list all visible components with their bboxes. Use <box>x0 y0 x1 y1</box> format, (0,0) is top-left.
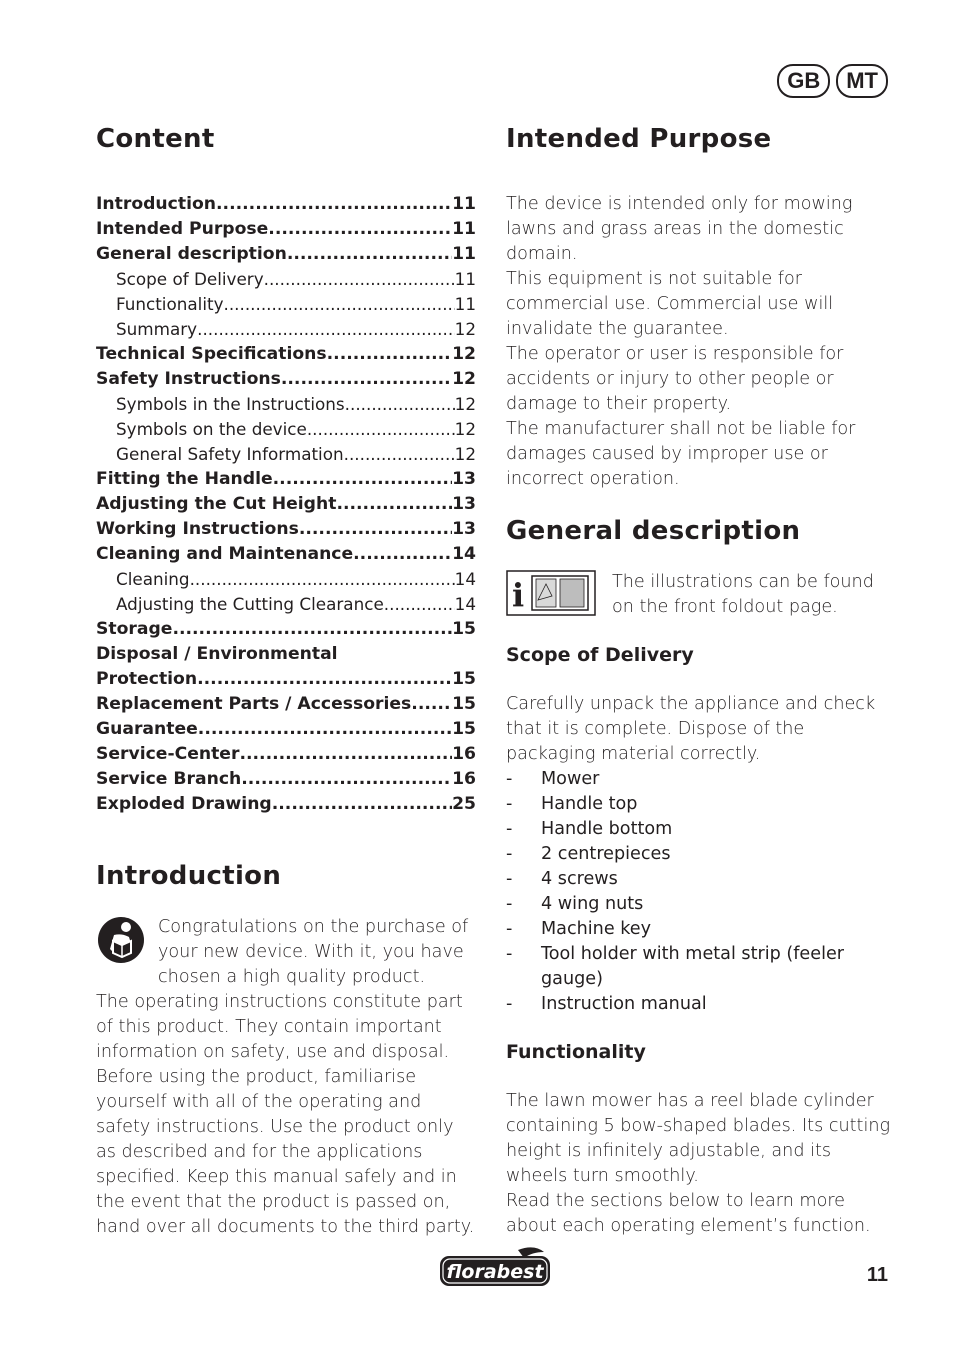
intro-notice-text: Congratulations on the purchase of your new device. With it, you have chosen a high quality product. <box>158 917 469 987</box>
toc-leader-dots <box>345 392 455 417</box>
intended-purpose-p1: The device is intended only for mowing lawns and grass areas in the domestic domain. <box>506 194 853 264</box>
toc-entry-label: Technical Specifications <box>96 344 327 364</box>
toc-entry <box>96 217 476 242</box>
introduction-heading: Introduction <box>96 861 282 891</box>
general-description-heading: General description <box>506 516 801 546</box>
toc-entry <box>96 192 476 217</box>
read-manual-icon <box>96 915 146 990</box>
toc-leader-dots <box>344 442 455 467</box>
toc-entry-page: 12 <box>454 444 476 464</box>
toc-entry <box>96 692 476 717</box>
toc-entry <box>96 567 476 592</box>
toc-leader-dots <box>264 267 455 292</box>
foldout-notice-text: The illustrations can be found on the front foldout page. <box>612 572 874 617</box>
toc-entry-page: 11 <box>454 294 476 314</box>
toc-leader-dots <box>190 567 455 592</box>
toc-entry-label: Working Instructions <box>96 519 299 539</box>
toc-entry-page: 16 <box>452 769 476 789</box>
toc-entry-page: 12 <box>452 369 476 389</box>
toc-entry-label: Disposal / Environmental <box>96 644 338 664</box>
toc-entry-page: 11 <box>454 269 476 289</box>
toc-leader-dots <box>224 292 455 317</box>
toc-entry-label: Guarantee <box>96 719 198 739</box>
toc-entry <box>96 292 476 317</box>
toc-entry <box>96 492 476 517</box>
toc-entry-label: Scope of Delivery <box>116 269 264 289</box>
toc-entry-label: Introduction <box>96 194 217 214</box>
toc-entry-page: 15 <box>452 694 476 714</box>
toc-entry <box>96 742 476 767</box>
intro-notice <box>96 915 476 990</box>
toc-entry-label: Service-Center <box>96 744 240 764</box>
list-item: - Instruction manual <box>506 992 896 1017</box>
toc-leader-dots <box>216 192 452 217</box>
foldout-notice <box>506 570 896 620</box>
list-item: - 2 centrepieces <box>506 842 896 867</box>
list-item: - Handle top <box>506 792 896 817</box>
toc-entry-page: 12 <box>452 344 476 364</box>
toc-leader-dots <box>299 517 452 542</box>
intended-purpose-heading: Intended Purpose <box>506 124 772 154</box>
toc-entry <box>96 592 476 617</box>
toc-entry-page: 11 <box>452 219 476 239</box>
toc-leader-dots <box>197 317 455 342</box>
toc-entry-label: Adjusting the Cut Height <box>96 494 337 514</box>
toc-leader-dots <box>239 742 452 767</box>
list-item: - Tool holder with metal strip (feeler gauge) <box>506 942 896 992</box>
toc-leader-dots <box>198 717 452 742</box>
scope-list <box>506 767 896 1017</box>
svg-text:i: i <box>512 576 525 614</box>
toc-entry-page: 11 <box>452 194 476 214</box>
toc-entry <box>96 792 476 817</box>
toc-entry-label: Functionality <box>116 294 224 314</box>
toc-entry-label: Intended Purpose <box>96 219 269 239</box>
toc-entry <box>96 517 476 542</box>
list-item: - Handle bottom <box>506 817 896 842</box>
toc-entry <box>96 717 476 742</box>
toc-entry-label: Cleaning <box>116 569 190 589</box>
toc-entry <box>96 667 476 692</box>
toc-entry-label: Summary <box>116 319 198 339</box>
toc-entry-label: Exploded Drawing <box>96 794 272 814</box>
intended-purpose-p4: The manufacturer shall not be liable for damages caused by improper use or incorrect operation. <box>506 419 856 489</box>
toc-leader-dots <box>268 217 452 242</box>
toc-entry <box>96 642 476 667</box>
info-foldout-icon <box>506 570 596 620</box>
toc-entry-label: General description <box>96 244 287 264</box>
page-number: 11 <box>866 1264 888 1286</box>
toc-entry-page: 14 <box>452 544 476 564</box>
list-item: - 4 screws <box>506 867 896 892</box>
lang-badge-mt: MT <box>836 64 888 98</box>
scope-heading: Scope of Delivery <box>506 644 694 666</box>
toc-entry-page: 15 <box>452 619 476 639</box>
toc-entry-label: Protection <box>96 669 198 689</box>
toc-leader-dots <box>336 492 452 517</box>
toc-leader-dots <box>384 592 455 617</box>
toc-entry <box>96 417 476 442</box>
toc-entry <box>96 367 476 392</box>
toc-entry <box>96 767 476 792</box>
brand-logo-text: florabest <box>446 1261 544 1283</box>
toc-entry-page: 13 <box>452 519 476 539</box>
toc-entry-label: Symbols in the Instructions <box>116 394 345 414</box>
toc-entry <box>96 267 476 292</box>
toc-entry-label: Replacement Parts / Accessories <box>96 694 412 714</box>
left-column <box>96 124 476 1240</box>
toc-leader-dots <box>272 792 452 817</box>
toc-entry-page: 15 <box>452 669 476 689</box>
toc-entry-page: 16 <box>452 744 476 764</box>
lang-badge-gb: GB <box>777 64 830 98</box>
toc-entry-label: Cleaning and Maintenance <box>96 544 354 564</box>
toc-leader-dots <box>411 692 452 717</box>
toc-entry-page: 12 <box>454 319 476 339</box>
list-item: - 4 wing nuts <box>506 892 896 917</box>
toc-entry-label: Storage <box>96 619 173 639</box>
intended-purpose-body <box>506 192 896 492</box>
functionality-heading: Functionality <box>506 1041 646 1063</box>
content-heading: Content <box>96 124 215 154</box>
toc-entry <box>96 467 476 492</box>
toc-entry-page: 12 <box>454 419 476 439</box>
scope-intro: Carefully unpack the appliance and check that it is complete. Dispose of the packaging material correctly. <box>506 694 876 764</box>
toc-leader-dots <box>241 767 452 792</box>
toc-leader-dots <box>327 342 452 367</box>
toc-leader-dots <box>273 467 452 492</box>
list-item: - Mower <box>506 767 896 792</box>
toc-entry <box>96 392 476 417</box>
toc-entry-label: General Safety Information <box>116 444 344 464</box>
functionality-p2: Read the sections below to learn more about each operating element’s function. <box>506 1191 871 1236</box>
toc-leader-dots <box>307 417 455 442</box>
toc-leader-dots <box>287 242 452 267</box>
toc-entry <box>96 342 476 367</box>
toc-entry-page: 14 <box>454 569 476 589</box>
toc-entry <box>96 542 476 567</box>
intended-purpose-p2: This equipment is not suitable for commercial use. Commercial use will invalidate the guarantee. <box>506 269 834 339</box>
functionality-body <box>506 1089 896 1239</box>
intro-body: The operating instructions constitute part of this product. They contain important information on safety, use and disposal. Before using the product, familiarise yourself with all of the operating and safety instructions. Use the product only as described and for the applications specified. Keep this manual safely and in the event that the product is passed on, hand over all documents to the third party. <box>96 992 475 1237</box>
toc-entry-page: 13 <box>452 494 476 514</box>
toc-entry-label: Service Branch <box>96 769 242 789</box>
toc-entry-page: 11 <box>452 244 476 264</box>
list-item: - Machine key <box>506 917 896 942</box>
toc-entry-label: Adjusting the Cutting Clearance <box>116 594 384 614</box>
toc-leader-dots <box>197 667 452 692</box>
language-badges <box>777 64 888 98</box>
toc-entry-page: 15 <box>452 719 476 739</box>
toc-entry <box>96 317 476 342</box>
intended-purpose-p3: The operator or user is responsible for accidents or injury to other people or damage to their property. <box>506 344 844 414</box>
toc-entry <box>96 617 476 642</box>
toc-entry-label: Safety Instructions <box>96 369 281 389</box>
brand-logo <box>438 1246 552 1294</box>
toc-entry-page: 14 <box>454 594 476 614</box>
toc-leader-dots <box>338 642 476 667</box>
table-of-contents <box>96 192 476 817</box>
toc-entry-label: Fitting the Handle <box>96 469 273 489</box>
toc-entry-page: 25 <box>452 794 476 814</box>
right-column <box>506 124 896 1239</box>
toc-entry-page: 13 <box>452 469 476 489</box>
toc-leader-dots <box>172 617 452 642</box>
toc-entry <box>96 242 476 267</box>
toc-entry <box>96 442 476 467</box>
toc-leader-dots <box>281 367 452 392</box>
toc-entry-page: 12 <box>454 394 476 414</box>
toc-entry-label: Symbols on the device <box>116 419 307 439</box>
toc-leader-dots <box>353 542 452 567</box>
functionality-p1: The lawn mower has a reel blade cylinder containing 5 bow-shaped blades. Its cutting height is infinitely adjustable, and its wheels turn smoothly. <box>506 1091 891 1186</box>
